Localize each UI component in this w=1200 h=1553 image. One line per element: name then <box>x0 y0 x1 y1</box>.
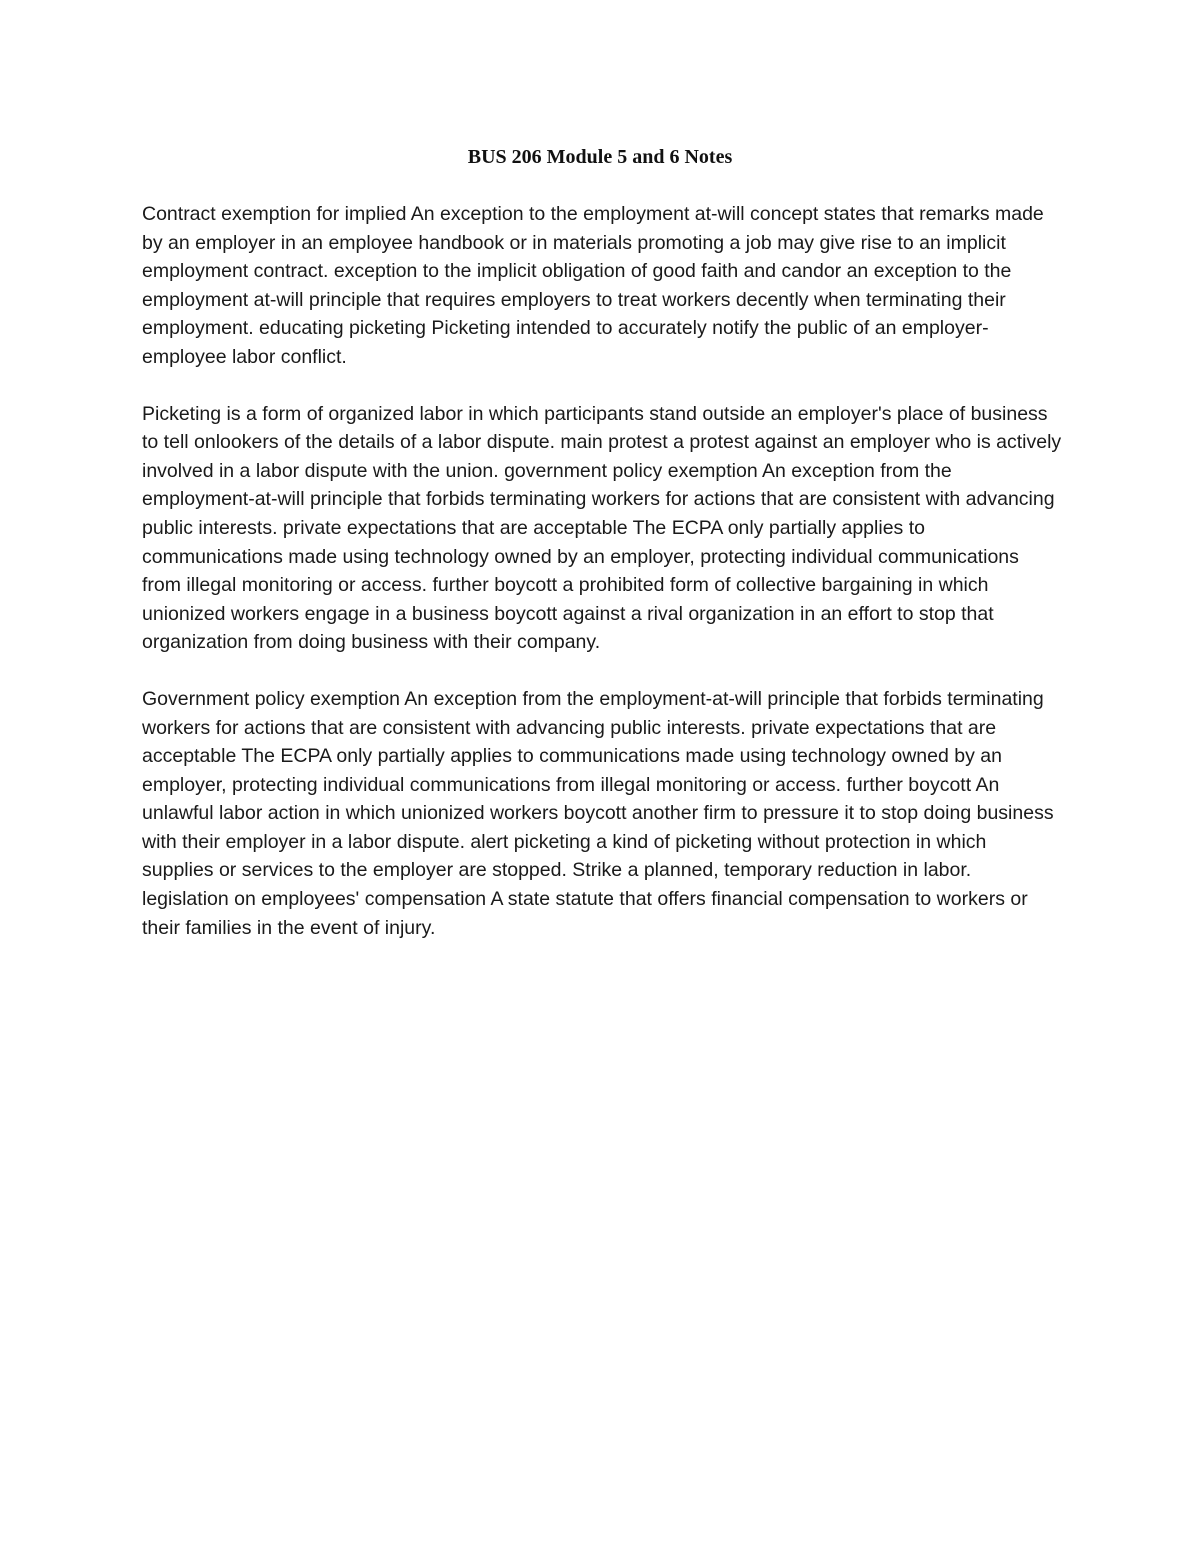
paragraph: Picketing is a form of organized labor in which participants stand outside an employer's place of business to tell onlookers of the details of a labor dispute. main protest a protest against an employer who is actively involved in a labor dispute with the union. government policy exemption An exception from the employment-at-will principle that forbids terminating workers for actions that are consistent with advancing public interests. private expectations that are acceptable The ECPA only partially applies to communications made using technology owned by an employer, protecting individual communications from illegal monitoring or access. further boycott a prohibited form of collective bargaining in which unionized workers engage in a business boycott against a rival organization in an effort to stop that organization from doing business with their company. <box>142 402 1062 654</box>
document-body <box>142 200 1062 970</box>
paragraph: Contract exemption for implied An exception to the employment at-will concept states that remarks made by an employer in an employee handbook or in materials promoting a job may give rise to an implicit employment contract. exception to the implicit obligation of good faith and candor an exception to the employment at-will principle that requires employers to treat workers decently when terminating their employment. educating picketing Picketing intended to accurately notify the public of an employer-employee labor conflict. <box>142 203 1044 368</box>
document-title: BUS 206 Module 5 and 6 Notes <box>467 146 733 168</box>
paragraph: Government policy exemption An exception from the employment-at-will principle that forbids terminating workers for actions that are consistent with advancing public interests. private expectations that are acceptable The ECPA only partially applies to communications made using technology owned by an employer, protecting individual communications from illegal monitoring or access. further boycott An unlawful labor action in which unionized workers boycott another firm to pressure it to stop doing business with their employer in a labor dispute. alert picketing a kind of picketing without protection in which supplies or services to the employer are stopped. Strike a planned, temporary reduction in labor. legislation on employees' compensation A state statute that offers financial compensation to workers or their families in the event of injury. <box>142 687 1054 939</box>
